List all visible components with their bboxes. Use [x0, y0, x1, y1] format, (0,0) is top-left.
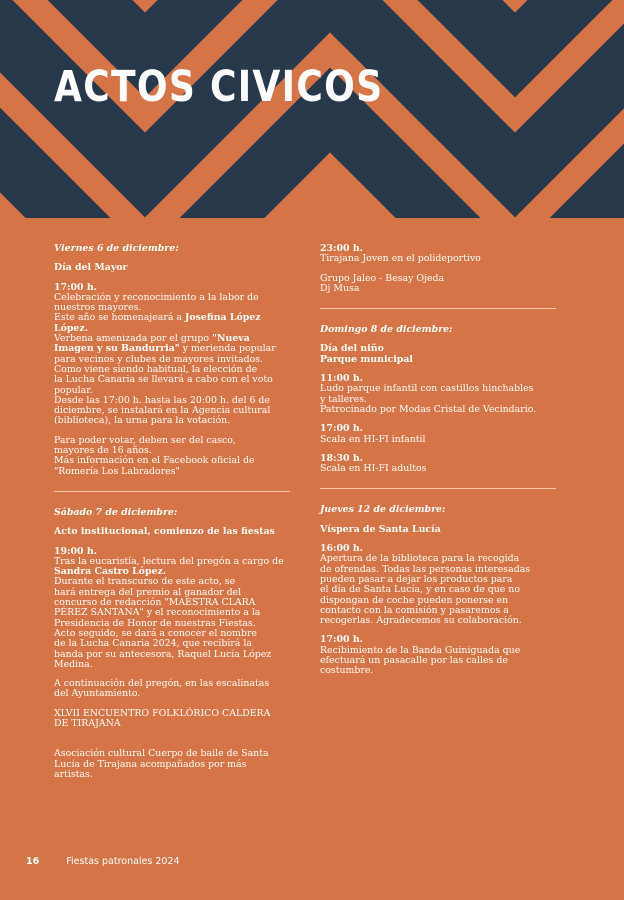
day-label: Domingo 8 de diciembre: [320, 324, 453, 336]
event-time: 11:00 h. [320, 373, 363, 385]
text-line: Lucía de Tirajana acompañados por más [54, 758, 247, 770]
location-note [54, 679, 290, 700]
text-line: Para poder votar, deben ser del casco, [54, 434, 236, 446]
text-line: Scala en HI-FI infantil [320, 433, 426, 445]
event-time: 23:00 h. [320, 243, 363, 254]
text-line: Como viene siendo habitual, la elección de [54, 363, 258, 375]
footer-text: Fiestas patronales 2024 [66, 856, 180, 867]
text-line: dispongan de coche pueden ponerse en [320, 594, 509, 606]
verbena-paragraph [54, 334, 290, 365]
event-day-viernes [54, 244, 290, 477]
event-description [320, 244, 556, 265]
text-line: y talleres. [320, 393, 367, 405]
text-line: Celebración y reconocimiento a la labor de [54, 291, 259, 303]
text-line: XLVII ENCUENTRO FOLKLÓRICO CALDERA [54, 707, 271, 719]
event-day-sabado [54, 508, 290, 780]
day-label: Viernes 6 de diciembre: [54, 243, 179, 254]
event-time: 16:00 h. [320, 543, 363, 555]
event-item [320, 454, 556, 475]
text-line: Asociación cultural Cuerpo de baile de Santa [54, 748, 269, 760]
text-run: Tras la eucaristía, lectura del pregón a cargo de [54, 555, 284, 567]
folklore-encounter [54, 709, 290, 730]
text-line: Desde las 17:00 h. hasta las 20:00 h. del 6 de [54, 394, 270, 406]
association-note [54, 749, 290, 780]
text-run: Este año se homenajeará a [54, 312, 185, 324]
text-line: Medina. [54, 658, 93, 670]
day-label: Jueves 12 de diciembre: [320, 504, 446, 516]
text-line: concurso de redacción "MAESTRA CLARA [54, 597, 256, 609]
text-line: A continuación del pregón, en las escalinatas [54, 678, 270, 690]
divider [320, 308, 556, 309]
divider [320, 488, 556, 489]
event-description [54, 283, 290, 427]
text-line: Presidencia de Honor de nuestras Fiestas. [54, 617, 256, 629]
event-time: 19:00 h. [54, 545, 97, 557]
text-line: artistas. [54, 768, 93, 780]
page-number: 16 [26, 856, 40, 867]
event-day-domingo [320, 325, 556, 474]
text-line: PÉREZ SANTANA" y el reconocimiento a la [54, 607, 261, 619]
event-description [54, 547, 290, 671]
text-line: banda por su antecesora, Raquel Lucía López [54, 648, 272, 660]
text-line: Parque municipal [320, 353, 413, 365]
text-line: efectuará un pasacalle por las calles de [320, 655, 508, 667]
text-line: Más información en el Facebook oficial de [54, 455, 255, 467]
text-line: contacto con la comisión y pasaremos a [320, 604, 509, 616]
event-item [320, 635, 556, 676]
page-title: ACTOS CIVICOS [54, 62, 384, 112]
honoree-name: Josefina López López. [54, 312, 261, 334]
event-night [320, 244, 556, 294]
text-line: Grupo Jaleo - Besay Ojeda [320, 272, 445, 284]
event-item [320, 374, 556, 415]
event-time: 17:00 h. [320, 423, 363, 435]
text-line: Tirajana Joven en el polideportivo [320, 253, 481, 265]
event-item [320, 544, 556, 626]
day-label: Sábado 7 de diciembre: [54, 506, 178, 518]
text-line: Dj Musa [320, 282, 360, 294]
divider [54, 491, 290, 492]
speaker-name: Sandra Castro López. [54, 566, 167, 578]
text-line: (biblioteca), la urna para la votación. [54, 415, 231, 427]
text-line: hará entrega del premio al ganador del [54, 586, 242, 598]
text-line: Scala en HI-FI adultos [320, 463, 427, 475]
text-line: Acto seguido, se dará a conocer el nombre [54, 627, 257, 639]
page-footer [26, 856, 180, 867]
event-time: 18:30 h. [320, 452, 363, 464]
text-line: Durante el transcurso de este acto, se [54, 576, 236, 588]
text-line: "Romería Los Labradores" [54, 465, 180, 477]
text-run: y merienda popular para vecinos y clubes de mayores invitados. [54, 343, 276, 365]
text-line: del Ayuntamiento. [54, 688, 141, 700]
text-line: DE TIRAJANA [54, 717, 121, 729]
text-line: recogerlas. Agradecemos su colaboración. [320, 615, 522, 627]
event-heading: Víspera de Santa Lucía [320, 523, 441, 535]
text-line: Recibimiento de la Banda Guiniguada que [320, 644, 521, 656]
text-line: Patrocinado por Modas Cristal de Vecindario. [320, 403, 537, 415]
voting-info [54, 436, 290, 477]
text-line: el día de Santa Lucía, y en caso de que no [320, 584, 520, 596]
event-heading: Acto institucional, comienzo de las fiestas [54, 526, 275, 538]
text-line: Apertura de la biblioteca para la recogida [320, 553, 520, 565]
text-line: de la Lucha Canaria 2024, que recibirá la [54, 638, 252, 650]
text-line: popular. [54, 384, 93, 396]
performers [320, 274, 556, 295]
pregon-paragraph [54, 557, 290, 578]
text-line: pueden pasar a dejar los productos para [320, 573, 513, 585]
text-run: Verbena amenizada por el grupo [54, 333, 213, 345]
text-line: costumbre. [320, 665, 374, 677]
text-line: la Lucha Canaria se llevará a cabo con el voto [54, 374, 273, 386]
text-line: mayores de 16 años. [54, 445, 152, 457]
event-time: 17:00 h. [54, 281, 97, 293]
text-line: diciembre, se instalará en la Agencia cultural [54, 405, 271, 417]
event-heading [320, 344, 556, 365]
event-time: 17:00 h. [320, 634, 363, 646]
left-column [54, 244, 290, 789]
text-line: nuestros mayores. [54, 302, 142, 314]
honoree-paragraph [54, 313, 290, 334]
event-heading: Día del Mayor [54, 262, 128, 274]
text-line: de ofrendas. Todas las personas interesadas [320, 563, 531, 575]
band-name: "Nueva Imagen y su Bandurria" [54, 333, 250, 355]
right-column [320, 244, 556, 686]
event-item [320, 424, 556, 445]
text-line: Día del niño [320, 343, 384, 355]
text-line: Ludo parque infantil con castillos hinchables [320, 383, 534, 395]
event-day-jueves [320, 505, 556, 676]
